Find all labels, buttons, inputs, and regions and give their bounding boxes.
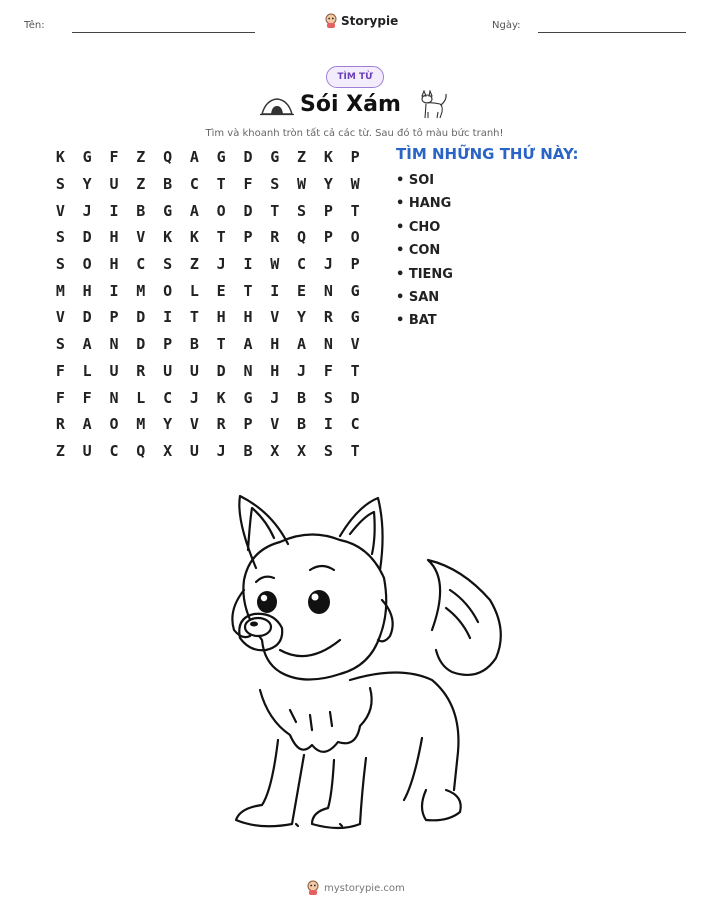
grid-letter: W (270, 255, 280, 274)
grid-letter: Q (163, 148, 173, 167)
grid-letter: S (163, 255, 173, 274)
grid-letter: S (323, 441, 333, 460)
footer (306, 880, 405, 896)
grid-letter: K (189, 228, 199, 247)
grid-letter: B (297, 415, 307, 434)
grid-letter: J (216, 441, 226, 460)
grid-letter: D (216, 361, 226, 380)
word-list-item: • TIENG (396, 266, 453, 282)
grid-letter: Y (163, 415, 173, 434)
grid-row (47, 438, 369, 465)
grid-letter: N (109, 388, 119, 407)
grid-letter: C (297, 255, 307, 274)
word-list-item: • CHO (396, 219, 441, 235)
grid-letter: D (82, 228, 92, 247)
grid-letter: Q (297, 228, 307, 247)
grid-letter: W (297, 175, 307, 194)
storypie-mascot-icon (306, 880, 320, 896)
grid-letter: O (109, 415, 119, 434)
grid-letter: U (109, 361, 119, 380)
grid-letter: U (189, 441, 199, 460)
grid-letter: N (109, 335, 119, 354)
grid-letter: Y (82, 175, 92, 194)
word-list-item: • SAN (396, 289, 440, 305)
word-list-item: • HANG (396, 196, 452, 212)
grid-letter: G (350, 308, 360, 327)
grid-letter: E (297, 281, 307, 300)
grid-letter: T (350, 441, 360, 460)
grid-letter: H (109, 228, 119, 247)
grid-letter: K (55, 148, 65, 167)
grid-letter: S (55, 255, 65, 274)
grid-letter: T (270, 201, 280, 220)
grid-row (47, 277, 369, 304)
grid-letter: S (55, 335, 65, 354)
grid-letter: N (323, 335, 333, 354)
grid-letter: D (243, 148, 253, 167)
grid-row (47, 358, 369, 385)
grid-letter: V (189, 415, 199, 434)
grid-letter: P (323, 228, 333, 247)
grid-letter: G (216, 148, 226, 167)
footer-url: mystorypie.com (324, 882, 405, 894)
grid-row (47, 197, 369, 224)
grid-row (47, 304, 369, 331)
grid-letter: V (350, 335, 360, 354)
grid-letter: P (243, 228, 253, 247)
grid-letter: V (136, 228, 146, 247)
grid-letter: H (109, 255, 119, 274)
grid-row (47, 331, 369, 358)
grid-letter: O (216, 201, 226, 220)
grid-letter: J (216, 255, 226, 274)
grid-letter: Q (136, 441, 146, 460)
grid-letter: F (55, 388, 65, 407)
grid-letter: D (136, 335, 146, 354)
grid-letter: I (109, 281, 119, 300)
grid-letter: F (323, 361, 333, 380)
grid-letter: I (243, 255, 253, 274)
grid-letter: I (270, 281, 280, 300)
grid-letter: X (270, 441, 280, 460)
page-title: Sói Xám (300, 92, 401, 117)
grid-letter: I (109, 201, 119, 220)
word-list (396, 169, 453, 333)
grid-letter: I (323, 415, 333, 434)
grid-letter: Z (136, 148, 146, 167)
grid-letter: X (297, 441, 307, 460)
grid-letter: T (243, 281, 253, 300)
grid-letter: V (55, 201, 65, 220)
grid-letter: D (350, 388, 360, 407)
grid-letter: H (270, 361, 280, 380)
date-label: Ngày: (492, 20, 521, 31)
wolf-illustration (200, 490, 510, 835)
grid-letter: P (109, 308, 119, 327)
grid-letter: B (243, 441, 253, 460)
grid-letter: E (216, 281, 226, 300)
grid-letter: Z (189, 255, 199, 274)
grid-letter: N (243, 361, 253, 380)
grid-letter: L (82, 361, 92, 380)
dog-icon (416, 90, 448, 120)
grid-letter: S (55, 228, 65, 247)
grid-letter: M (136, 415, 146, 434)
grid-letter: P (243, 415, 253, 434)
grid-letter: U (82, 441, 92, 460)
word-list-item: • CON (396, 243, 441, 259)
grid-letter: H (82, 281, 92, 300)
grid-letter: R (55, 415, 65, 434)
grid-letter: A (189, 148, 199, 167)
grid-letter: B (297, 388, 307, 407)
grid-letter: L (189, 281, 199, 300)
grid-letter: J (270, 388, 280, 407)
grid-letter: C (189, 175, 199, 194)
grid-letter: Z (55, 441, 65, 460)
grid-letter: K (216, 388, 226, 407)
grid-letter: F (109, 148, 119, 167)
grid-letter: O (350, 228, 360, 247)
grid-letter: T (189, 308, 199, 327)
grid-letter: I (163, 308, 173, 327)
instructions: Tìm và khoanh tròn tất cả các từ. Sau đó tô màu bức tranh! (205, 128, 504, 139)
grid-letter: F (82, 388, 92, 407)
grid-letter: O (163, 281, 173, 300)
grid-letter: F (243, 175, 253, 194)
grid-row (47, 251, 369, 278)
grid-letter: K (163, 228, 173, 247)
activity-badge: TÌM TỪ (326, 66, 384, 88)
grid-row (47, 411, 369, 438)
grid-letter: U (163, 361, 173, 380)
word-list-item: • BAT (396, 313, 437, 329)
grid-letter: G (270, 148, 280, 167)
grid-letter: D (243, 201, 253, 220)
grid-letter: P (350, 255, 360, 274)
grid-letter: O (82, 255, 92, 274)
grid-letter: S (323, 388, 333, 407)
grid-letter: V (270, 415, 280, 434)
grid-letter: N (323, 281, 333, 300)
grid-letter: C (109, 441, 119, 460)
grid-letter: M (55, 281, 65, 300)
grid-letter: P (163, 335, 173, 354)
name-label: Tên: (24, 20, 45, 31)
grid-letter: G (243, 388, 253, 407)
name-line (72, 32, 255, 33)
grid-letter: M (136, 281, 146, 300)
cave-icon (260, 96, 294, 116)
grid-letter: H (243, 308, 253, 327)
grid-letter: S (270, 175, 280, 194)
grid-letter: K (323, 148, 333, 167)
grid-row (47, 171, 369, 198)
grid-row (47, 144, 369, 171)
grid-letter: W (350, 175, 360, 194)
date-line (538, 32, 686, 33)
grid-letter: T (216, 228, 226, 247)
grid-letter: J (82, 201, 92, 220)
grid-letter: G (350, 281, 360, 300)
grid-letter: R (136, 361, 146, 380)
storypie-logo (324, 13, 398, 29)
grid-letter: U (109, 175, 119, 194)
grid-letter: D (136, 308, 146, 327)
grid-letter: J (297, 361, 307, 380)
grid-letter: L (136, 388, 146, 407)
grid-letter: Z (297, 148, 307, 167)
grid-letter: G (82, 148, 92, 167)
grid-letter: A (297, 335, 307, 354)
grid-letter: C (350, 415, 360, 434)
find-heading: TÌM NHỮNG THỨ NÀY: (396, 145, 579, 163)
grid-letter: Y (297, 308, 307, 327)
grid-letter: X (163, 441, 173, 460)
grid-letter: T (350, 201, 360, 220)
grid-letter: Z (136, 175, 146, 194)
grid-letter: S (55, 175, 65, 194)
grid-letter: S (297, 201, 307, 220)
grid-letter: T (216, 335, 226, 354)
grid-letter: D (82, 308, 92, 327)
grid-letter: P (323, 201, 333, 220)
grid-letter: A (243, 335, 253, 354)
grid-letter: V (55, 308, 65, 327)
grid-letter: R (323, 308, 333, 327)
grid-letter: F (55, 361, 65, 380)
grid-row (47, 384, 369, 411)
grid-letter: B (136, 201, 146, 220)
grid-letter: H (270, 335, 280, 354)
grid-letter: R (270, 228, 280, 247)
grid-letter: Y (323, 175, 333, 194)
grid-letter: V (270, 308, 280, 327)
grid-row (47, 224, 369, 251)
grid-letter: T (216, 175, 226, 194)
grid-letter: B (163, 175, 173, 194)
word-list-item: • SOI (396, 173, 435, 188)
grid-letter: C (136, 255, 146, 274)
grid-letter: A (82, 335, 92, 354)
grid-letter: R (216, 415, 226, 434)
grid-letter: H (216, 308, 226, 327)
storypie-mascot-icon (324, 13, 338, 29)
grid-letter: U (189, 361, 199, 380)
grid-letter: J (323, 255, 333, 274)
grid-letter: J (189, 388, 199, 407)
grid-letter: B (189, 335, 199, 354)
logo-text: Storypie (341, 14, 399, 28)
grid-letter: C (163, 388, 173, 407)
grid-letter: P (350, 148, 360, 167)
grid-letter: A (189, 201, 199, 220)
grid-letter: G (163, 201, 173, 220)
grid-letter: T (350, 361, 360, 380)
grid-letter: A (82, 415, 92, 434)
word-search-grid (47, 144, 369, 464)
